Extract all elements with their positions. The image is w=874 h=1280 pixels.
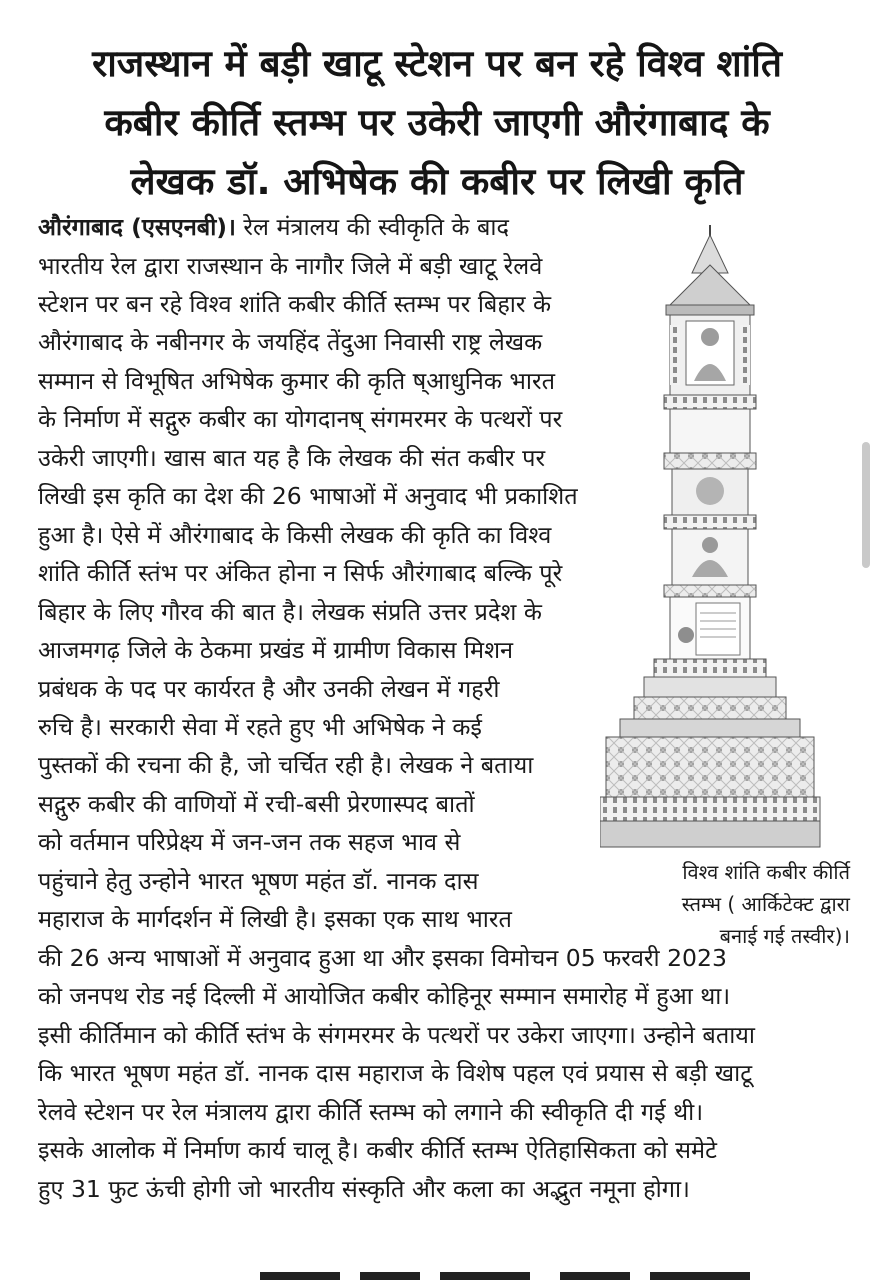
headline [20,34,854,211]
caption-line: विश्व शांति कबीर कीर्ति [682,860,850,884]
article-line: पुस्तकों की रचना की है, जो चर्चित रही है। लेखक ने बताया [38,751,534,779]
article-line: रेलवे स्टेशन पर रेल मंत्रालय द्वारा कीर्ति स्तम्भ को लगाने की स्वीकृति दी गई थी। [38,1098,704,1126]
article-line [38,212,509,242]
article-line: हुए 31 फुट ऊंची होगी जो भारतीय संस्कृति और कला का अद्भुत नमूना होगा। [38,1175,690,1203]
dateline: औरंगाबाद (एसएनबी)। [38,213,236,241]
article-line: पहुंचाने हेतु उन्होने भारत भूषण महंत डॉ. नानक दास [38,867,479,895]
article-line: को वर्तमान परिप्रेक्ष्य में जन-जन तक सहज भाव से [38,828,461,856]
next-headline-cutoff [0,1262,874,1280]
caption-line: स्तम्भ ( आर्किटेक्ट द्वारा [681,892,850,916]
headline-line: राजस्थान में बड़ी खाटू स्टेशन पर बन रहे विश्व शांति [92,42,782,85]
article-line: भारतीय रेल द्वारा राजस्थान के नागौर जिले में बड़ी खाटू रेलवे [38,252,543,280]
article-line: सद्गुरु कबीर की वाणियों में रची-बसी प्रेरणास्पद बातों [38,790,475,818]
article-line: प्रबंधक के पद पर कार्यरत है और उनकी लेखन में गहरी [38,675,500,703]
caption-line: बनाई गई तस्वीर)। [719,924,850,948]
headline-line: कबीर कीर्ति स्तम्भ पर उकेरी जाएगी औरंगाबाद के [104,101,770,144]
article-line: हुआ है। ऐसे में औरंगाबाद के किसी लेखक की कृति का विश्व [38,521,552,549]
article-line: बिहार के लिए गौरव की बात है। लेखक संप्रति उत्तर प्रदेश के [38,598,542,626]
article-line: महाराज के मार्गदर्शन में लिखी है। इसका एक साथ भारत [38,905,512,933]
article-line: औरंगाबाद के नबीनगर के जयहिंद तेंदुआ निवासी राष्ट्र लेखक [38,328,543,356]
headline-line: लेखक डॉ. अभिषेक की कबीर पर लिखी कृति [130,160,744,203]
article-line: आजमगढ़ जिले के ठेकमा प्रखंड में ग्रामीण विकास मिशन [38,636,514,664]
article-line: सम्मान से विभूषित अभिषेक कुमार की कृति ष्आधुनिक भारत [38,367,555,395]
article-line: इसके आलोक में निर्माण कार्य चालू है। कबीर कीर्ति स्तम्भ ऐतिहासिकता को समेटे [38,1136,717,1164]
article-line: की 26 अन्य भाषाओं में अनुवाद हुआ था और इसका विमोचन 05 फरवरी 2023 [38,944,727,972]
article-line: स्टेशन पर बन रहे विश्व शांति कबीर कीर्ति स्तम्भ पर बिहार के [38,290,552,318]
scrollbar-thumb[interactable] [862,442,870,568]
article-line: इसी कीर्तिमान को कीर्ति स्तंभ के संगमरमर के पत्थरों पर उकेरा जाएगा। उन्होने बताया [38,1021,756,1049]
article-line: कि भारत भूषण महंत डॉ. नानक दास महाराज के विशेष पहल एवं प्रयास से बड़ी खाटू [38,1059,753,1087]
article-line: को जनपथ रोड नई दिल्ली में आयोजित कबीर कोहिनूर सम्मान समारोह में हुआ था। [38,982,731,1010]
article-line-text: रेल मंत्रालय की स्वीकृति के बाद [235,213,509,241]
article-line: लिखी इस कृति का देश की 26 भाषाओं में अनुवाद भी प्रकाशित [38,482,578,510]
article-line: उकेरी जाएगी। खास बात यह है कि लेखक की संत कबीर पर [38,444,546,472]
image-caption [588,856,850,952]
article-line: शांति कीर्ति स्तंभ पर अंकित होना न सिर्फ औरंगाबाद बल्कि पूरे [38,559,563,587]
article-line: रुचि है। सरकारी सेवा में रहते हुए भी अभिषेक ने कई [38,713,482,741]
article-line: के निर्माण में सद्गुरु कबीर का योगदानष् संगमरमर के पत्थरों पर [38,405,563,433]
pillar-illustration-icon [600,225,865,855]
